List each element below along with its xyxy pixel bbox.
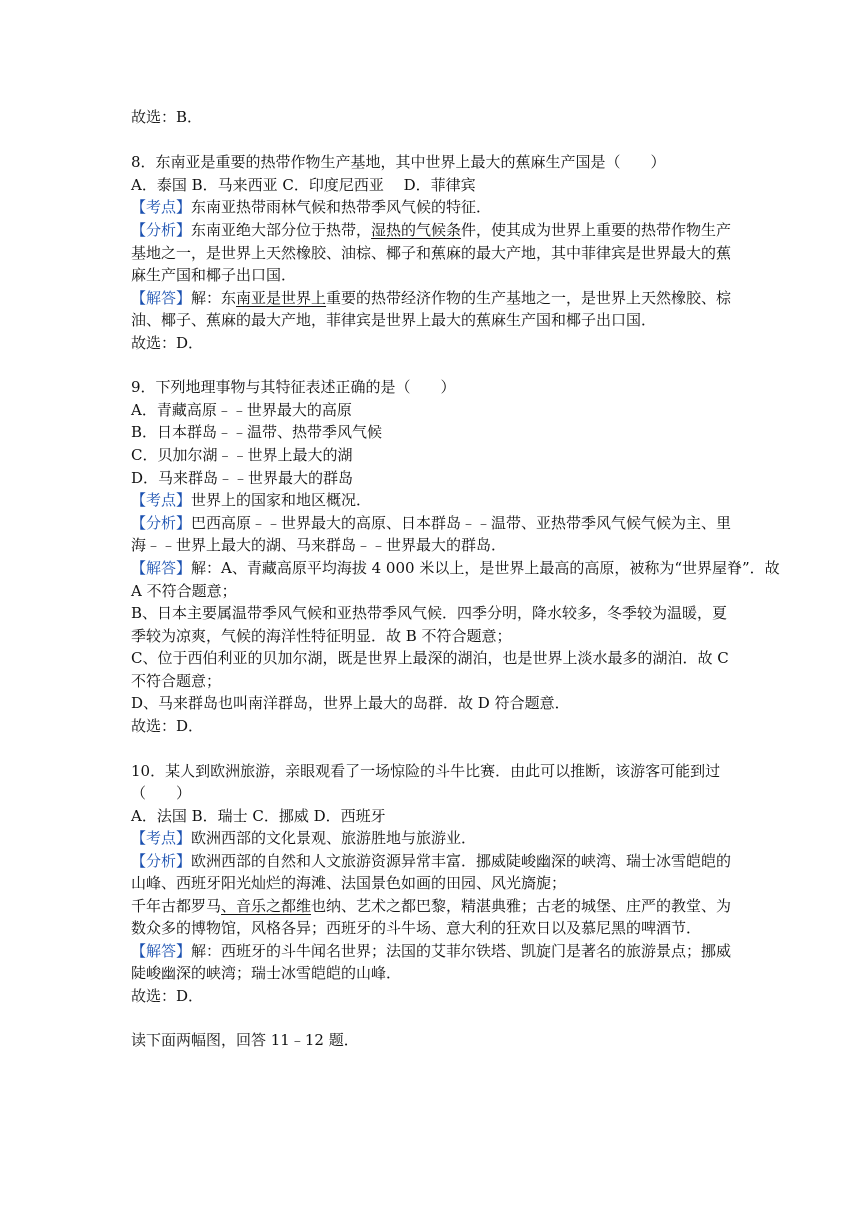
q9-answer: 故选：D． [131,717,204,735]
fenxi-text: 东南亚绝大部分位于热带， [191,221,372,239]
q9-jieda-line3: B、日本主要属温带季风气候和亚热带季风气候．四季分明，降水较多，冬季较为温暖，夏 [131,604,728,622]
q9-jieda-line4: 季较为凉爽，气候的海洋性特征明显．故 B 不符合题意； [131,627,512,645]
jieda-tag: 【解答】 [131,559,192,577]
kaodian-text: 欧洲西部的文化景观、旅游胜地与旅游业． [191,829,477,847]
q10-jieda-line1 [131,940,731,962]
q8-jieda-line1 [131,287,731,309]
q9-jieda-line6: 不符合题意； [131,672,222,690]
q10-answer: 故选：D． [131,987,204,1005]
jieda-underlined: 南亚是世界上 [236,289,327,307]
q9-option-b: B．日本群岛﹣﹣温带、热带季风气候 [131,423,383,441]
q10-jieda-line2: 陡峻幽深的峡湾；瑞士冰雪皑皑的山峰． [131,964,402,982]
q10-options: A．法国 B．瑞士 C．挪威 D．西班牙 [131,807,386,825]
kaodian-tag: 【考点】 [131,491,192,509]
jieda-text: 解：西班牙的斗牛闻名世界；法国的艾菲尔铁塔、凯旋门是著名的旅游景点；挪威 [191,942,732,960]
jieda-tag: 【解答】 [131,942,192,960]
jieda-text: 解：A、青藏高原平均海拔 4 000 米以上，是世界上最高的高原，被称为“世界屋脊”．故 [191,559,780,577]
q9-option-d: D．马来群岛﹣﹣世界最大的群岛 [131,469,354,487]
q8-fenxi-line3: 麻生产国和椰子出口国． [131,266,297,284]
kaodian-text: 东南亚热带雨林气候和热带季风气候的特征． [191,198,492,216]
q8-stem: 8．东南亚是重要的热带作物生产基地，其中世界上最大的蕉麻生产国是（ ） [131,153,666,171]
fenxi-text: 巴西高原﹣﹣世界最大的高原、日本群岛﹣﹣温带、亚热带季风气候气候为主、里 [191,514,732,532]
q9-jieda-line5: C、位于西伯利亚的贝加尔湖，既是世界上最深的湖泊，也是世界上淡水最多的湖泊．故 C [131,649,729,667]
jieda-text: 解：东 [191,289,237,307]
q10-fenxi-line1 [131,850,731,872]
next-instruction: 读下面两幅图，回答 11﹣12 题． [131,1031,359,1049]
q9-fenxi-line1 [131,512,731,534]
fenxi-underlined: 、音乐之都维 [221,897,312,915]
kaodian-tag: 【考点】 [131,829,192,847]
fenxi-text: 欧洲西部的自然和人文旅游资源异常丰富．挪威陡峻幽深的峡湾、瑞士冰雪皑皑的 [191,852,732,870]
jieda-text: 重要的热带经济作物的生产基地之一，是世界上天然橡胶、棕 [326,289,732,307]
q8-kaodian [131,196,491,218]
q8-fenxi-line1 [131,219,731,241]
fenxi-text: 也纳、艺术之都巴黎，精湛典雅；古老的城堡、庄严的教堂、为 [311,897,732,915]
q9-stem: 9．下列地理事物与其特征表述正确的是（ ） [131,378,456,396]
jieda-tag: 【解答】 [131,289,192,307]
fenxi-tag: 【分析】 [131,852,192,870]
q9-kaodian [131,489,371,511]
q10-kaodian [131,827,476,849]
q10-fenxi-line3 [131,895,731,917]
q9-jieda-line2: A 不符合题意； [131,582,237,600]
kaodian-text: 世界上的国家和地区概况． [191,491,372,509]
fenxi-text: 千年古都罗马 [131,897,222,915]
q10-fenxi-line4: 数众多的博物馆，风格各异；西班牙的斗牛场、意大利的狂欢日以及慕尼黑的啤酒节． [131,919,702,937]
kaodian-tag: 【考点】 [131,198,192,216]
fenxi-text: 件，使其成为世界上重要的热带作物生产 [461,221,732,239]
q9-jieda-line7: D、马来群岛也叫南洋群岛，世界上最大的岛群．故 D 符合题意． [131,694,570,712]
fenxi-tag: 【分析】 [131,221,192,239]
q9-fenxi-line2: 海﹣﹣世界上最大的湖、马来群岛﹣﹣世界最大的群岛． [131,536,507,554]
fenxi-tag: 【分析】 [131,514,192,532]
q8-jieda-line2: 油、椰子、蕉麻的最大产地，菲律宾是世界上最大的蕉麻生产国和椰子出口国． [131,311,657,329]
q10-stem-line1: 10．某人到欧洲旅游，亲眼观看了一场惊险的斗牛比赛．由此可以推断，该游客可能到过 [131,762,721,780]
q9-option-a: A．青藏高原﹣﹣世界最大的高原 [131,401,352,419]
q8-options: A．泰国 B．马来西亚 C．印度尼西亚 D．菲律宾 [131,176,476,194]
q7-answer: 故选：B． [131,108,203,126]
q9-option-c: C．贝加尔湖﹣﹣世界上最大的湖 [131,446,353,464]
q8-answer: 故选：D． [131,334,204,352]
q10-fenxi-line2: 山峰、西班牙阳光灿烂的海滩、法国景色如画的田园、风光旖旎； [131,874,567,892]
q10-stem-line2: （ ） [131,784,192,802]
q8-fenxi-line2: 基地之一，是世界上天然橡胶、油棕、椰子和蕉麻的最大产地，其中菲律宾是世界最大的蕉 [131,244,732,262]
fenxi-underlined: 湿热的气候条 [371,221,462,239]
q9-jieda-line1 [131,557,780,579]
